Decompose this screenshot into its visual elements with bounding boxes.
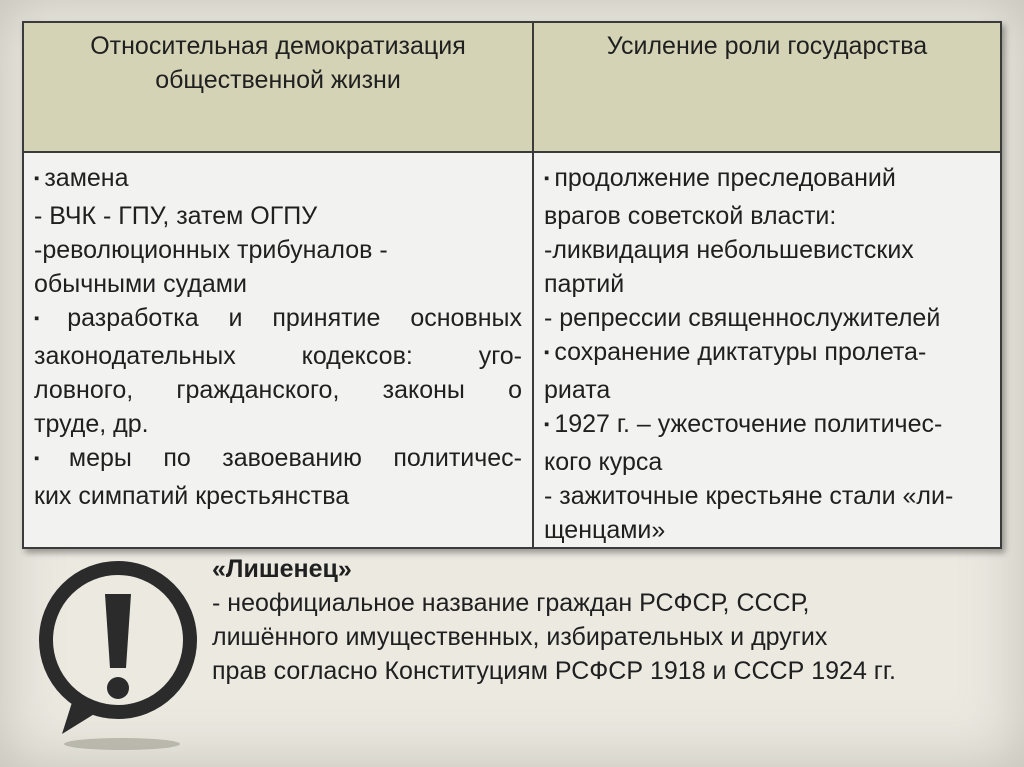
list-item: труде, др. [34,410,149,438]
list-item: ловного, гражданского, законы о [34,376,522,404]
bullet-icon: ▪ [34,310,63,327]
cell-state-role-list [533,152,1001,548]
list-item: - репрессии священнослужителей [544,304,941,332]
note-line: - неофициальное название граждан РСФСР, СССР, [212,589,810,617]
list-item: -ликвидация небольшевистских [544,236,914,264]
list-item: ▪ замена [34,164,129,192]
note-title: «Лишенец» [212,555,352,583]
definition-note [212,552,1002,688]
table-body-row [23,152,1001,548]
table-header-row [23,22,1001,152]
bullet-icon: ▪ [544,170,550,187]
list-item: ▪ продолжение преследований [544,164,896,192]
header-state-role: Усиление роли государства [533,22,1001,152]
cell-democratization-list [23,152,533,548]
bullet-icon: ▪ [34,450,64,467]
list-item: ких симпатий крестьянства [34,482,350,510]
list-item: законодательных кодексов: уго- [34,342,522,370]
bullet-icon: ▪ [544,344,550,361]
comparison-table [22,21,1002,549]
list-item: ▪ меры по завоеванию политичес- [34,444,522,472]
list-item: -революционных трибуналов - [34,236,388,264]
list-item: ▪ сохранение диктатуры пролета- [544,338,927,366]
list-item: риата [544,376,611,404]
list-item: ▪ разработка и принятие основных [34,304,522,332]
bullet-icon: ▪ [34,170,40,187]
list-item: врагов советской власти: [544,202,837,230]
list-item: партий [544,270,625,298]
list-item: ▪ 1927 г. – ужесточение политичес- [544,410,943,438]
exclamation-speech-bubble-icon [34,556,204,754]
list-item: обычными судами [34,270,247,298]
list-item: кого курса [544,448,663,476]
header-democratization: Относительная демократизация общественной жизни [23,22,533,152]
list-item: - ВЧК - ГПУ, затем ОГПУ [34,202,318,230]
list-item: - зажиточные крестьяне стали «ли- [544,482,954,510]
bullet-icon: ▪ [544,416,550,433]
note-line: лишённого имущественных, избирательных и других [212,623,828,651]
list-item: щенцами» [544,516,666,544]
note-line: прав согласно Конституциям РСФСР 1918 и СССР 1924 гг. [212,657,896,685]
